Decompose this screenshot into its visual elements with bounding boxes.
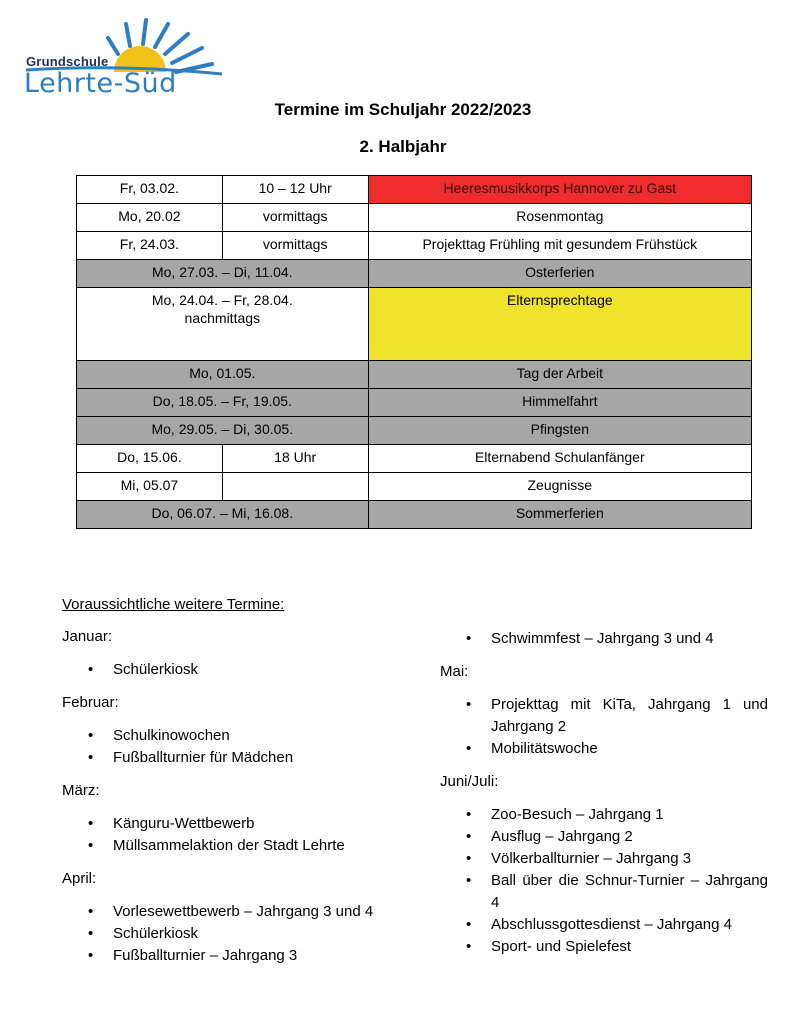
time-cell: vormittags (222, 232, 368, 260)
list-item: • Projekttag mit KiTa, Jahrgang 1 und Jahrgang 2 (466, 696, 768, 735)
date-cell: Fr, 03.02. (77, 176, 223, 204)
event-cell: Pfingsten (368, 417, 751, 445)
list-item: • Fußballturnier für Mädchen (88, 749, 294, 766)
list-item: • Zoo-Besuch – Jahrgang 1 (466, 806, 664, 823)
date-cell: Mo, 29.05. – Di, 30.05. (77, 417, 369, 445)
table-row (77, 204, 752, 232)
table-row (77, 473, 752, 501)
date-cell: Do, 06.07. – Mi, 16.08. (77, 501, 369, 529)
table-row (77, 445, 752, 473)
month-list (62, 813, 392, 857)
list-item: • Vorlesewettbewerb – Jahrgang 3 und 4 (88, 903, 374, 920)
event-cell: Heeresmusikkorps Hannover zu Gast (368, 176, 751, 204)
table-row (77, 288, 752, 361)
further-dates-left-column (62, 628, 392, 967)
logo-school-type: Grundschule (26, 54, 109, 69)
school-logo (22, 14, 232, 104)
month-list (440, 804, 768, 958)
list-item: • Abschlussgottesdienst – Jahrgang 4 (466, 916, 732, 933)
list-item: • Völkerballturnier – Jahrgang 3 (466, 850, 692, 867)
table-row (77, 232, 752, 260)
schedule-table (76, 175, 752, 529)
list-item: • Schulkinowochen (88, 727, 230, 744)
event-cell: Sommerferien (368, 501, 751, 529)
list-item: • Schülerkiosk (88, 661, 199, 678)
further-dates-right-column (440, 628, 768, 958)
date-cell: Do, 18.05. – Fr, 19.05. (77, 389, 369, 417)
event-cell: Elternsprechtage (368, 288, 751, 361)
list-item: • Fußballturnier – Jahrgang 3 (88, 947, 298, 964)
month-heading: Januar: (62, 628, 113, 645)
list-item: • Mobilitätswoche (466, 740, 598, 757)
event-cell: Elternabend Schulanfänger (368, 445, 751, 473)
event-cell: Rosenmontag (368, 204, 751, 232)
time-cell (222, 473, 368, 501)
date-cell: Mi, 05.07 (77, 473, 223, 501)
further-dates-heading: Voraussichtliche weitere Termine: (62, 596, 285, 613)
table-row (77, 501, 752, 529)
list-item: • Schwimmfest – Jahrgang 3 und 4 (466, 630, 714, 647)
table-row (77, 260, 752, 288)
date-cell: Mo, 20.02 (77, 204, 223, 232)
month-heading: Juni/Juli: (440, 773, 499, 790)
logo-school-name: Lehrte-Süd (24, 68, 177, 99)
time-cell: vormittags (222, 204, 368, 232)
month-heading: Mai: (440, 663, 469, 680)
date-cell: Do, 15.06. (77, 445, 223, 473)
month-list (440, 694, 768, 760)
table-row (77, 176, 752, 204)
list-item: • Schülerkiosk (88, 925, 199, 942)
table-row (77, 361, 752, 389)
month-heading: März: (62, 782, 100, 799)
event-cell: Zeugnisse (368, 473, 751, 501)
month-list (62, 901, 392, 967)
table-row (77, 389, 752, 417)
month-heading: Februar: (62, 694, 119, 711)
month-list (62, 725, 392, 769)
month-list (62, 659, 392, 681)
time-cell: 10 – 12 Uhr (222, 176, 368, 204)
date-cell (77, 288, 369, 361)
event-cell: Himmelfahrt (368, 389, 751, 417)
list-item: • Müllsammelaktion der Stadt Lehrte (88, 837, 345, 854)
time-cell: 18 Uhr (222, 445, 368, 473)
month-list (440, 628, 768, 650)
date-range: Mo, 24.04. – Fr, 28.04. (151, 292, 293, 308)
page-subtitle: 2. Halbjahr (359, 137, 447, 156)
page-title: Termine im Schuljahr 2022/2023 (274, 100, 532, 119)
list-item: • Ausflug – Jahrgang 2 (466, 828, 633, 845)
event-cell: Tag der Arbeit (368, 361, 751, 389)
date-cell: Mo, 27.03. – Di, 11.04. (77, 260, 369, 288)
event-cell: Projekttag Frühling mit gesundem Frühstück (368, 232, 751, 260)
list-item: • Sport- und Spielefest (466, 938, 632, 955)
list-item: • Känguru-Wettbewerb (88, 815, 255, 832)
table-row (77, 417, 752, 445)
list-item: • Ball über die Schnur-Turnier – Jahrgang 4 (466, 872, 768, 911)
date-cell: Fr, 24.03. (77, 232, 223, 260)
event-cell: Osterferien (368, 260, 751, 288)
date-cell: Mo, 01.05. (77, 361, 369, 389)
month-heading: April: (62, 870, 97, 887)
time-note: nachmittags (184, 310, 261, 326)
